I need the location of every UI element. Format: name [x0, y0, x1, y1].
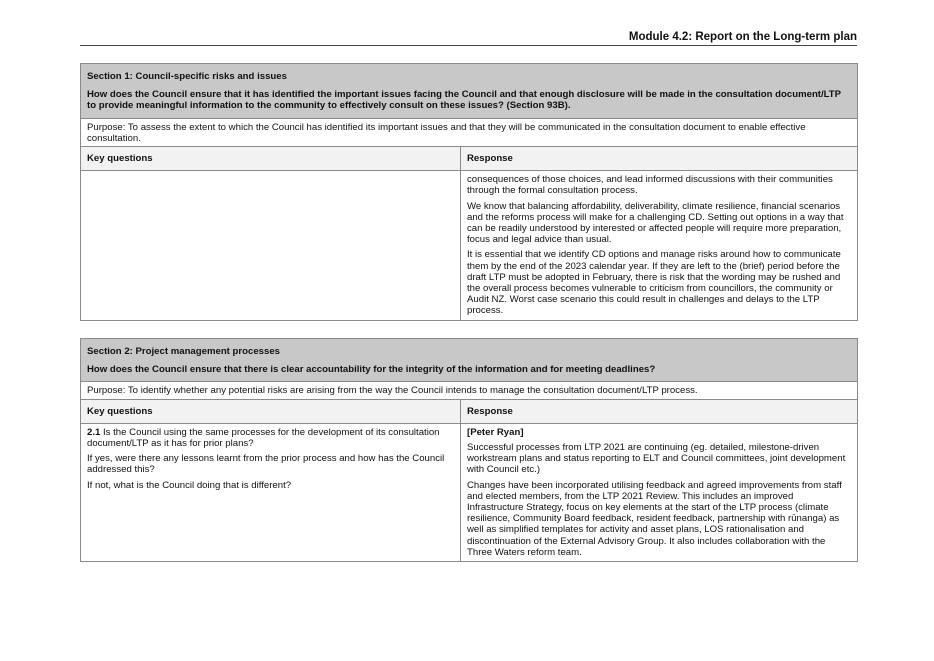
- section2-title: Section 2: Project management processes: [87, 346, 281, 357]
- section1-response-paragraph: consequences of those choices, and lead informed discussions with their communities through the formal consultation process.: [467, 174, 833, 197]
- section2-key-question-cell: [81, 423, 461, 561]
- section2-response-paragraph: Successful processes from LTP 2021 are continuing (eg. detailed, milestone-driven workstream plans and status reporting to ELT and Council committees, joint development with Council etc.): [467, 442, 846, 476]
- section2-heading-cell: [81, 339, 858, 382]
- section2-col-key-questions: Key questions: [81, 399, 461, 423]
- module-header: Module 4.2: Report on the Long-term plan: [80, 31, 857, 46]
- section2-question-line: If not, what is the Council doing that is different?: [87, 479, 292, 491]
- section2-question-main: [87, 427, 454, 449]
- section2-response-cell: [461, 423, 858, 561]
- section2-table: [80, 338, 858, 562]
- section1-key-question-cell: [81, 171, 461, 320]
- section1-col-key-questions: Key questions: [81, 147, 461, 171]
- section2-response-paragraph: Changes have been incorporated utilising feedback and agreed improvements from staff and elected members, from the LTP 2021 Review. This includes an improved Infrastructure Strategy, focus on key elements at the start of the LTP process (climate resilience, Community Board feedback, resident feedback, partnership with rūnanga) as well as simplified templates for activity and asset plans, LOS rationalisation and discontinuation of the External Advisory Group. It also includes collaboration with the Three Waters reform team.: [467, 479, 842, 558]
- section1-heading-cell: [81, 64, 858, 119]
- section1-question: How does the Council ensure that it has identified the important issues facing the Council and that enough disclosure will be made in the consultation document/LTP to provide meaningful information to the community to effectively consult on these issues? (Section 93B).: [87, 89, 841, 112]
- section1-table: [80, 63, 858, 321]
- section1-col-response: Response: [461, 147, 858, 171]
- section1-purpose: Purpose: To assess the extent to which the Council has identified its important issues and that they will be communicated in the consultation document to enable effective consultation.: [81, 118, 858, 146]
- question-number: 2.1: [87, 426, 101, 438]
- section1-response-paragraph: It is essential that we identify CD options and manage risks around how to communicate them by the end of the 2023 calendar year. If they are left to the (brief) period before the draft LTP must be adopted in February, there is risk that the wording may be rushed and the overall process becomes vulnerable to criticism from councillors, the community or Audit NZ. Worst case scenario this could result in challenges and delays to the LTP process.: [467, 249, 841, 317]
- section1-title: Section 1: Council-specific risks and issues: [87, 71, 287, 82]
- section2-col-response: Response: [461, 399, 858, 423]
- section1-response-paragraph: We know that balancing affordability, deliverability, climate resilience, financial scenarios and the reforms process will make for a challenging CD. Setting out options in a way that can be readily understood by interested or affected people will require more preparation, focus and legal advice than usual.: [467, 200, 844, 246]
- section2-question: How does the Council ensure that there is clear accountability for the integrity of the information and for meeting deadlines?: [87, 364, 656, 376]
- section2-question-line: If yes, were there any lessons learnt from the prior process and how has the Council addressed this?: [87, 453, 445, 476]
- question-text: Is the Council using the same processes for the development of its consultation document/LTP as it has for prior plans?: [87, 426, 440, 450]
- responder-name: [Peter Ryan]: [467, 426, 524, 438]
- section2-purpose: Purpose: To identify whether any potential risks are arising from the way the Council intends to manage the consultation document/LTP process.: [81, 382, 858, 399]
- section1-response-cell: [461, 171, 858, 320]
